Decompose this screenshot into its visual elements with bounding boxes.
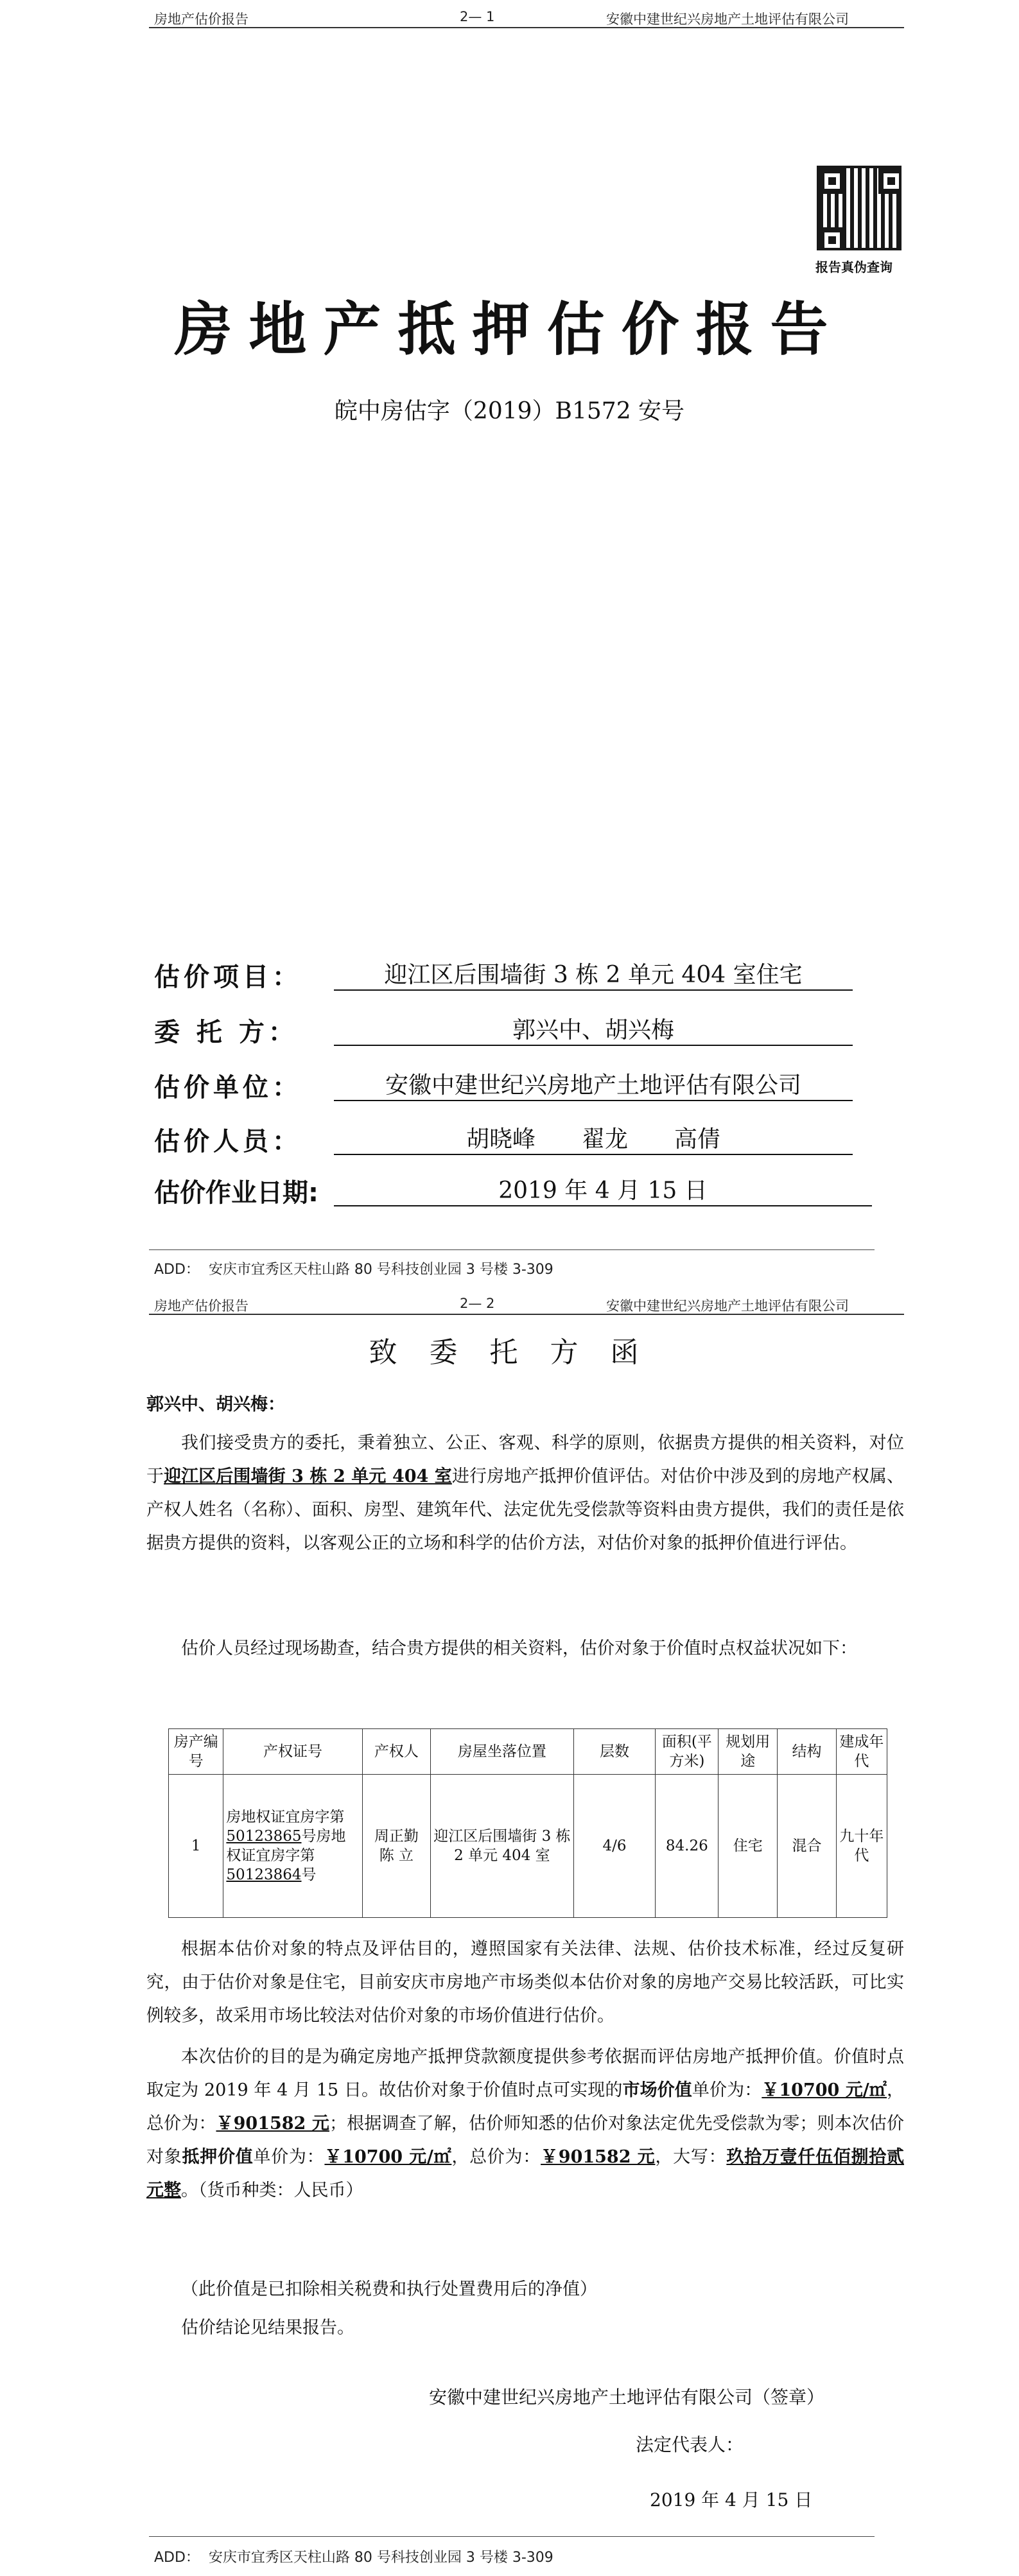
page2-header-left: 房地产估价报告 <box>154 1298 248 1314</box>
cell-certificate: 房地权证宜房字第50123865号房地权证宜房字第50123864号 <box>223 1775 362 1918</box>
paragraph-4: 本次估价的目的是为确定房地产抵押贷款额度提供参考依据而评估房地产抵押价值。价值时点取定为 2019 年 4 月 15 日。故估价对象于价值时点可实现的市场价值单价为：￥10700 元/㎡，总价为：￥901582 元；根据调查了解，估价师知悉的估价对象法定优先受偿款为零；则本次估价对象抵押价值单价为：￥10700 元/㎡，总价为：￥901582 元，大写：玖拾万壹仟伍佰捌拾贰元整。（货币种类：人民币） <box>146 2047 905 2200</box>
cell-structure: 混合 <box>778 1775 837 1918</box>
cell-location: 迎江区后围墙街 3 栋 2 单元 404 室 <box>431 1775 574 1918</box>
project-value: 迎江区后围墙街 3 栋 2 单元 404 室住宅 <box>334 957 853 991</box>
header-page-number: 2— 1 <box>460 9 495 24</box>
paragraph-2: 估价人员经过现场勘查，结合贵方提供的相关资料，估价对象于价值时点权益状况如下： <box>181 1639 857 1658</box>
market-total: ￥901582 元 <box>216 2114 329 2134</box>
page2-header-right: 安徽中建世纪兴房地产土地评估有限公司 <box>606 1298 849 1314</box>
page2-header-rule <box>149 1314 904 1315</box>
col-header: 建成年代 <box>836 1729 887 1775</box>
cell-year: 九十年代 <box>836 1775 887 1918</box>
table-header-row <box>169 1729 887 1775</box>
footer-address: ADD： 安庆市宜秀区天柱山路 80 号科技创业园 3 号楼 3-309 <box>154 1262 553 1278</box>
capital-amount: 玖拾万壹仟伍佰捌拾贰元整 <box>146 2147 905 2200</box>
col-header: 产权证号 <box>223 1729 362 1775</box>
cell-area: 84.26 <box>656 1775 719 1918</box>
paragraph-3: 根据本估价对象的特点及评估目的，遵照国家有关法律、法规、估价技术标准，经过反复研究，由于估价对象是住宅，目前安庆市房地产市场类似本估价对象的房地产交易比较活跃，可比实例较多，故采用市场比较法对估价对象的市场价值进行估价。 <box>146 1939 904 2026</box>
letter-title: 致 委 托 方 函 <box>369 1336 650 1369</box>
footer-rule <box>149 1249 875 1250</box>
paragraph-5: （此价值是已扣除相关税费和执行处置费用后的净值） <box>181 2279 597 2299</box>
staff-label: 估价人员： <box>154 1127 302 1156</box>
date-label: 估价作业日期: <box>154 1178 318 1208</box>
paragraph-1: 我们接受贵方的委托，秉着独立、公正、客观、科学的原则，依据贵方提供的相关资料，对位于迎江区后围墙街 3 栋 2 单元 404 室进行房地产抵押价值评估。对估价中涉及到的房地产权属、产权人姓名（名称）、面积、房型、建筑年代、法定优先受偿款等资料由贵方提供，我们的责任是依据贵方提供的资料，以客观公正的立场和科学的估价方法，对估价对象的抵押价值进行评估。 <box>146 1433 904 1553</box>
cell-no: 1 <box>169 1775 223 1918</box>
qr-code-icon <box>817 166 901 250</box>
col-header: 结构 <box>778 1729 837 1775</box>
col-header: 房屋坐落位置 <box>431 1729 574 1775</box>
signature-company: 安徽中建世纪兴房地产土地评估有限公司（签章） <box>429 2387 825 2408</box>
cell-owners: 周正勤 陈 立 <box>362 1775 431 1918</box>
client-label: 委 托 方： <box>154 1018 298 1047</box>
col-header: 规划用途 <box>719 1729 778 1775</box>
signature-rep: 法定代表人： <box>636 2434 744 2455</box>
header-left: 房地产估价报告 <box>154 12 248 27</box>
page2-footer-rule <box>149 2536 875 2537</box>
market-unit-price: ￥10700 元/㎡ <box>762 2080 887 2100</box>
mortgage-total: ￥901582 元 <box>541 2147 656 2167</box>
unit-value: 安徽中建世纪兴房地产土地评估有限公司 <box>334 1067 853 1101</box>
cell-usage: 住宅 <box>719 1775 778 1918</box>
report-title: 房地产抵押估价报告 <box>174 295 845 363</box>
mortgage-value-label: 抵押价值 <box>182 2147 254 2167</box>
col-header: 层数 <box>573 1729 656 1775</box>
mortgage-unit-price: ￥10700 元/㎡ <box>324 2147 452 2167</box>
project-label: 估价项目： <box>154 962 302 992</box>
header-rule <box>149 27 904 28</box>
cell-floors: 4/6 <box>573 1775 656 1918</box>
col-header: 房产编号 <box>169 1729 223 1775</box>
property-address: 迎江区后围墙街 3 栋 2 单元 404 室 <box>164 1466 452 1486</box>
staff-value: 胡晓峰 翟龙 高倩 <box>334 1121 853 1155</box>
col-header: 面积(平方米) <box>656 1729 719 1775</box>
table-row <box>169 1775 887 1918</box>
client-value: 郭兴中、胡兴梅 <box>334 1012 853 1046</box>
signature-date: 2019 年 4 月 15 日 <box>650 2489 813 2511</box>
col-header: 产权人 <box>362 1729 431 1775</box>
salutation: 郭兴中、胡兴梅： <box>146 1395 285 1414</box>
property-table <box>168 1728 887 1918</box>
document-number: 皖中房估字（2019）B1572 安号 <box>334 398 685 424</box>
market-value-label: 市场价值 <box>622 2080 692 2100</box>
header-right: 安徽中建世纪兴房地产土地评估有限公司 <box>606 12 849 27</box>
qr-label: 报告真伪查询 <box>815 259 893 275</box>
paragraph-6: 估价结论见结果报告。 <box>181 2318 354 2338</box>
date-value: 2019 年 4 月 15 日 <box>334 1172 872 1206</box>
page2-header-page-number: 2— 2 <box>460 1296 495 1311</box>
page2-footer-address: ADD： 安庆市宜秀区天柱山路 80 号科技创业园 3 号楼 3-309 <box>154 2550 553 2566</box>
unit-label: 估价单位： <box>154 1073 302 1102</box>
